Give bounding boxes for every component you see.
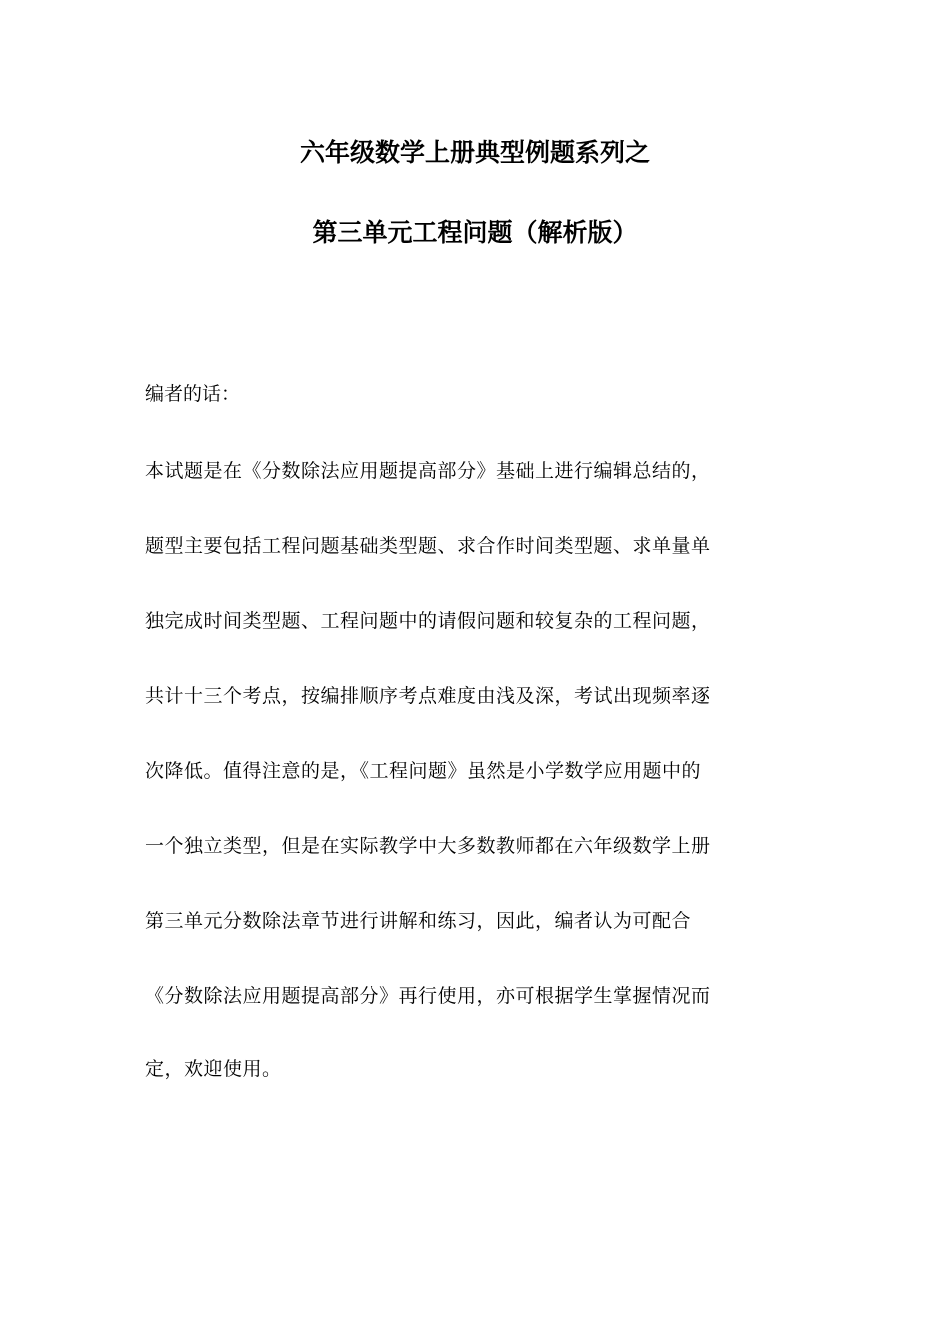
- body-line: 定，欢迎使用。: [145, 1058, 282, 1080]
- body-line: 《分数除法应用题提高部分》再行使用，亦可根据学生掌握情况而: [145, 985, 711, 1007]
- title-line-2: 第三单元工程问题（解析版）: [312, 218, 638, 247]
- title-line-1: 六年级数学上册典型例题系列之: [299, 138, 650, 167]
- body-line: 题型主要包括工程问题基础类型题、求合作时间类型题、求单量单: [145, 535, 711, 557]
- body-line: 共计十三个考点，按编排顺序考点难度由浅及深，考试出现频率逐: [145, 685, 711, 707]
- editor-note-label: 编者的话：: [145, 383, 241, 405]
- body-line: 次降低。值得注意的是，《工程问题》虽然是小学数学应用题中的: [145, 760, 702, 782]
- body-line: 本试题是在《分数除法应用题提高部分》基础上进行编辑总结的，: [145, 460, 711, 482]
- body-line: 一个独立类型，但是在实际教学中大多数教师都在六年级数学上册: [145, 835, 711, 857]
- body-line: 第三单元分数除法章节进行讲解和练习，因此，编者认为可配合: [145, 910, 692, 932]
- body-line: 独完成时间类型题、工程问题中的请假问题和较复杂的工程问题，: [145, 610, 711, 632]
